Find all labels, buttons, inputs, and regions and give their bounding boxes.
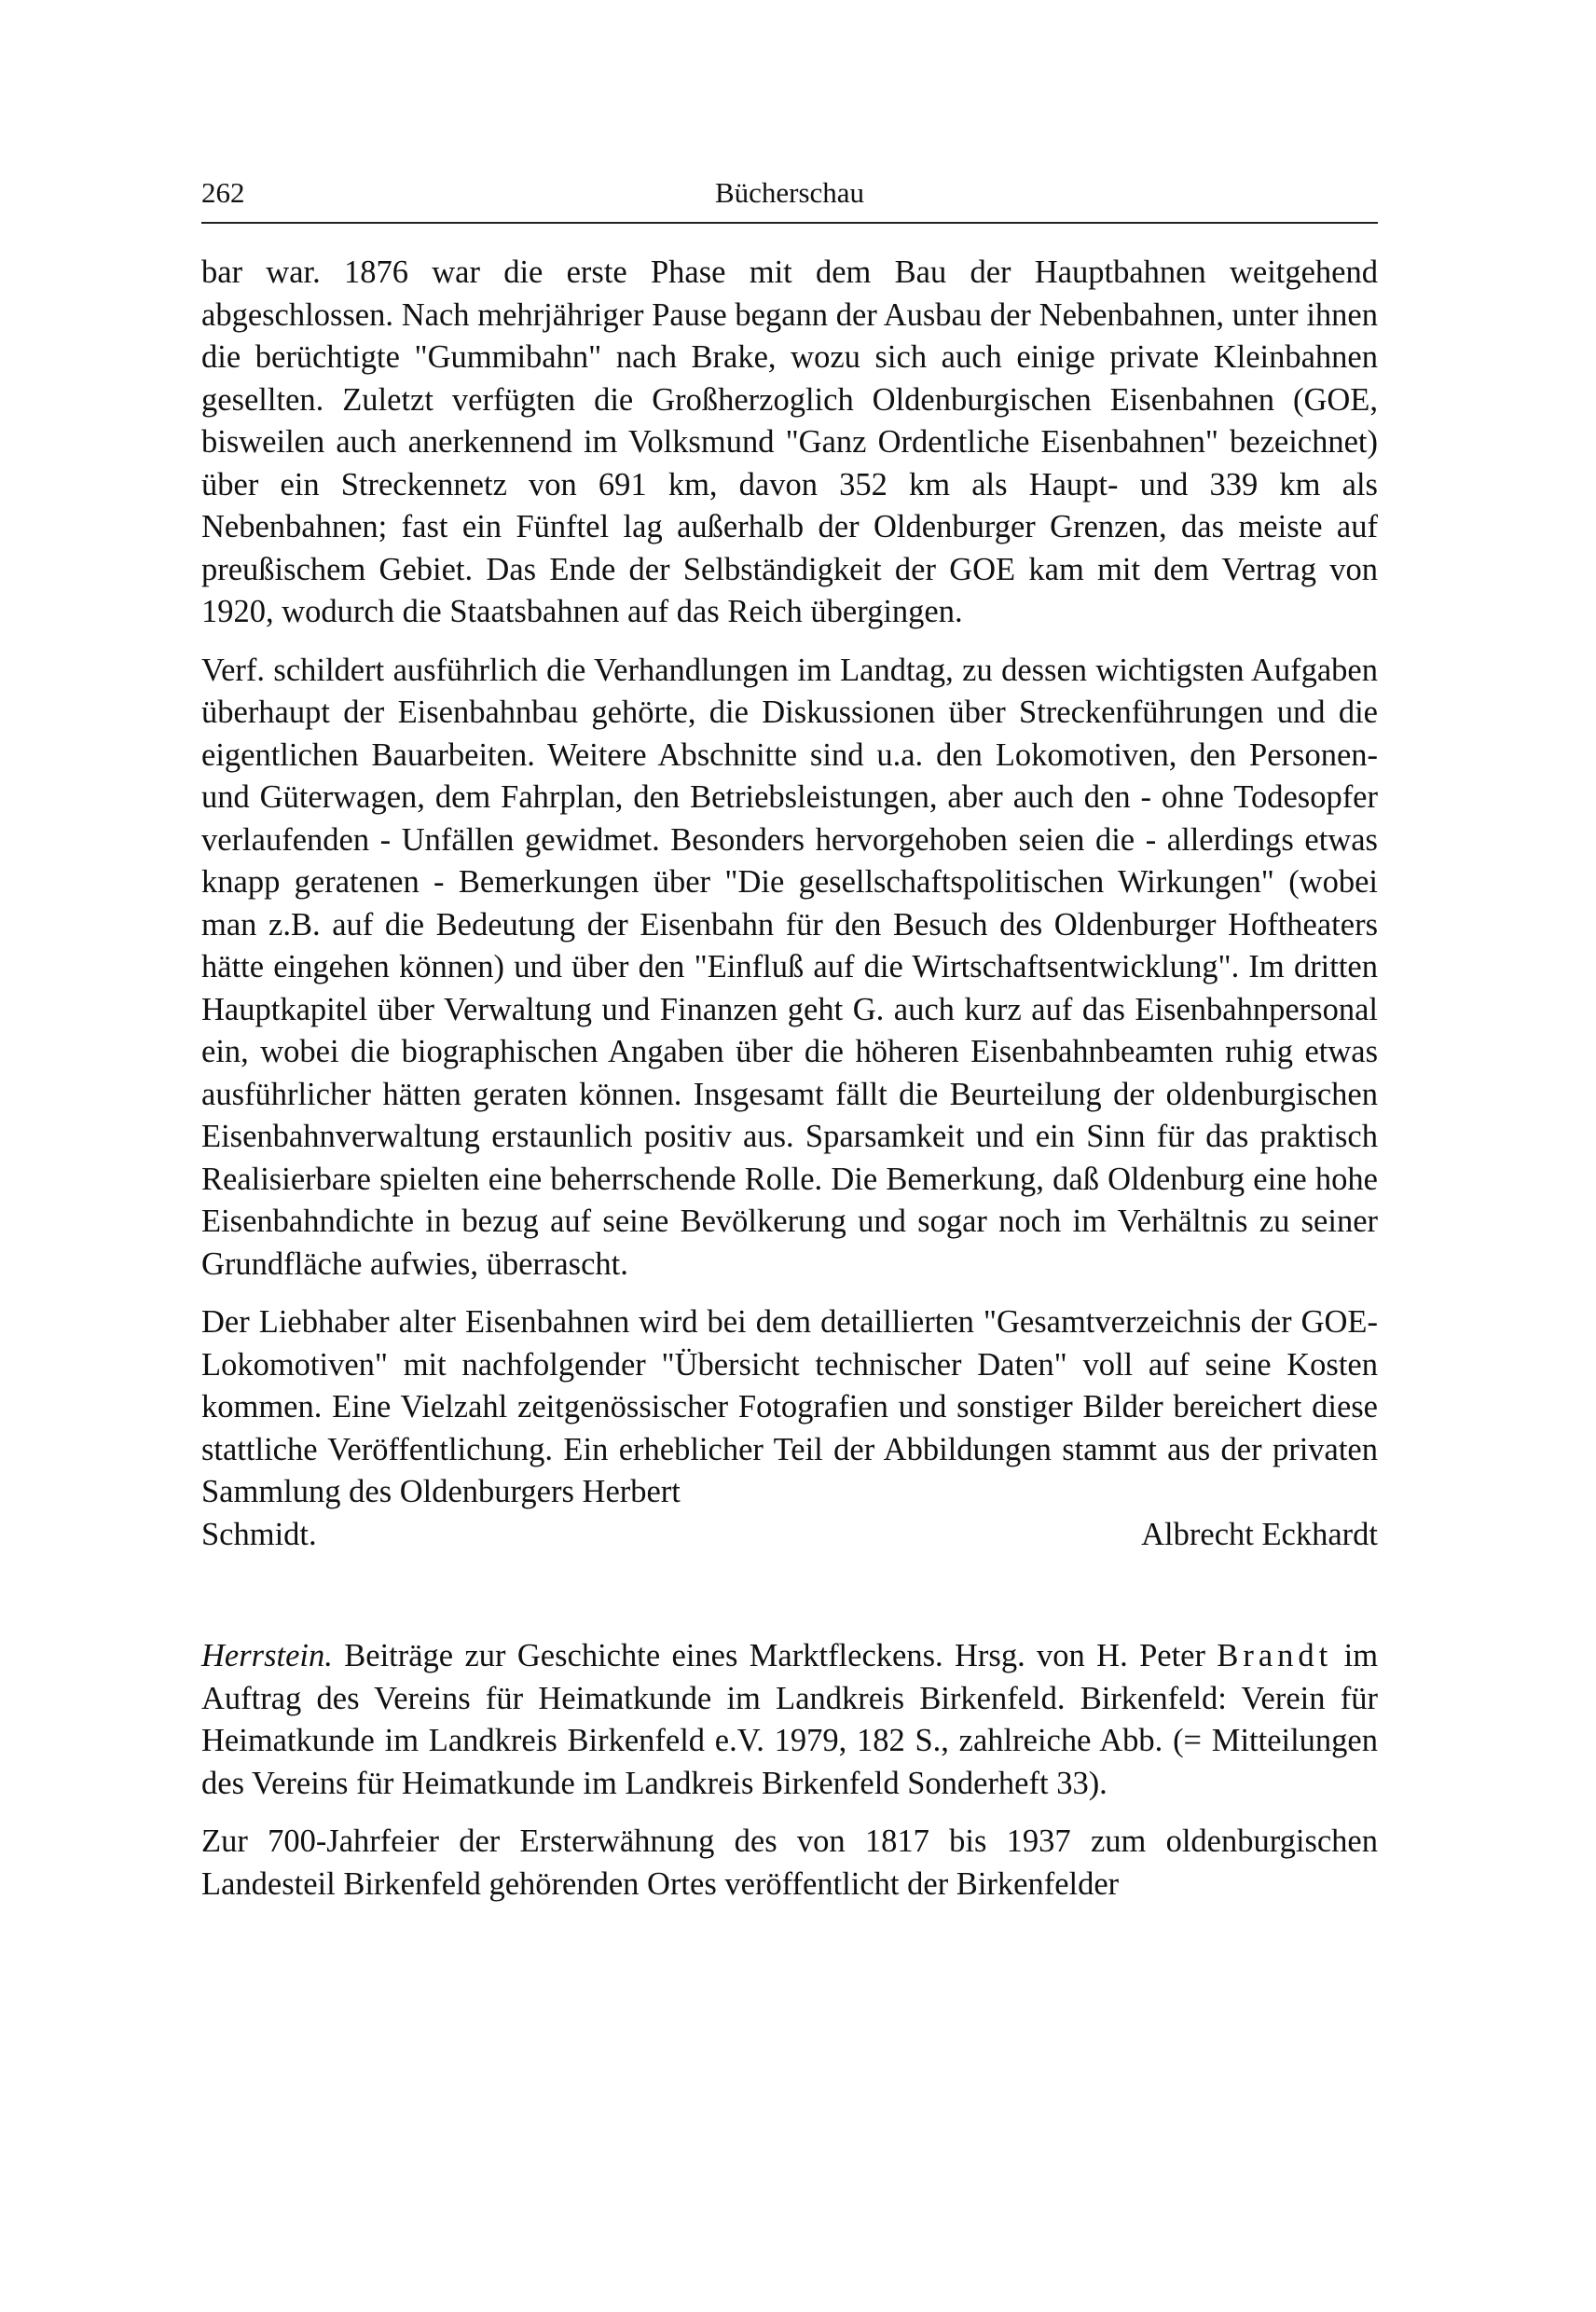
page-header [201,172,1378,213]
review1-paragraph-3 [201,1301,1378,1514]
review2-citation-part2: im Auftrag des Vereins für Heimatkunde im Landkreis Birkenfeld. Birkenfeld: Verein für Heimatkunde im Landkreis Birkenfeld e.V. 1979, 182 S., zahlreiche Abb. (= Mitteilungen des Vereins für Heimatkunde im Landkreis Birkenfeld Sonderheft 33). [201,1638,1379,1801]
header-rule [201,222,1378,224]
running-head: Bücherschau [714,176,865,209]
review2-paragraph-1: Zur 700-Jahrfeier der Ersterwähnung des von 1817 bis 1937 zum oldenburgischen Landesteil Birkenfeld gehörenden Ortes veröffentlicht der Birkenfelder [201,1823,1378,1902]
review1-last-word: Schmidt. [201,1516,317,1552]
review2-citation-part1: Beiträge zur Geschichte eines Marktfleckens. Hrsg. von H. Peter [344,1638,1205,1673]
review2-title: Herrstein. [201,1638,333,1673]
page-body [201,252,1378,1921]
signature-line [201,1514,1378,1557]
review1-paragraph-1: bar war. 1876 war die erste Phase mit dem Bau der Hauptbahnen weitgehend abgeschlossen. Nach mehrjähriger Pause begann der Ausbau der Nebenbahnen, unter ihnen die berüchtigte "Gummibahn" nach Brake, wozu sich auch einige private Kleinbahnen gesellten. Zuletzt verfügten die Großherzoglich Oldenburgischen Eisenbahnen (GOE, bisweilen auch anerkennend im Volksmund "Ganz Ordentliche Eisenbahnen" bezeichnet) über ein Streckennetz von 691 km, davon 352 km als Haupt- und 339 km als Nebenbahnen; fast ein Fünftel lag außerhalb der Oldenburger Grenzen, das meiste auf preußischem Gebiet. Das Ende der Selbständigkeit der GOE kam mit dem Vertrag von 1920, wodurch die Staatsbahnen auf das Reich übergingen. [201,255,1378,629]
review1-paragraph-2: Verf. schildert ausführlich die Verhandlungen im Landtag, zu dessen wichtigsten Aufgaben überhaupt der Eisenbahnbau gehörte, die Diskussionen über Streckenführungen und die eigentlichen Bauarbeiten. Weitere Abschnitte sind u.a. den Lokomotiven, den Personen- und Güterwagen, dem Fahrplan, den Betriebsleistungen, aber auch den - ohne Todesopfer verlaufenden - Unfällen gewidmet. Besonders hervorgehoben seien die - allerdings etwas knapp geratenen - Bemerkungen über "Die gesellschaftspolitischen Wirkungen" (wobei man z.B. auf die Bedeutung der Eisenbahn für den Besuch des Oldenburger Hoftheaters hätte eingehen können) und über den "Einfluß auf die Wirtschaftsentwicklung". Im dritten Hauptkapitel über Verwaltung und Finanzen geht G. auch kurz auf das Eisenbahnpersonal ein, wobei die biographischen Angaben über die höheren Eisenbahnbeamten ruhig etwas ausführlicher hätten geraten können. Insgesamt fällt die Beurteilung der oldenburgischen Eisenbahnverwaltung erstaunlich positiv aus. Sparsamkeit und ein Sinn für das praktisch Realisierbare spielten eine beherrschende Rolle. Die Bemerkung, daß Oldenburg eine hohe Eisenbahndichte in bezug auf seine Bevölkerung und sogar noch im Verhältnis zu seiner Grundfläche aufwies, überrascht. [201,652,1378,1282]
review2-citation [201,1635,1378,1805]
reviewer-name: Albrecht Eckhardt [1141,1516,1378,1552]
page-number: 262 [201,176,245,209]
review1-paragraph-3-text: Der Liebhaber alter Eisenbahnen wird bei dem detaillierten "Gesamtverzeichnis der GOE-Lokomotiven" mit nachfolgender "Übersicht technischer Daten" voll auf seine Kosten kommen. Eine Vielzahl zeitgenössischer Fotografien und sonstiger Bilder bereichert diese stattliche Veröffentlichung. Ein erheblicher Teil der Abbildungen stammt aus der privaten Sammlung des Oldenburgers Herbert [201,1304,1378,1509]
review2-editor: Brandt [1217,1638,1333,1673]
